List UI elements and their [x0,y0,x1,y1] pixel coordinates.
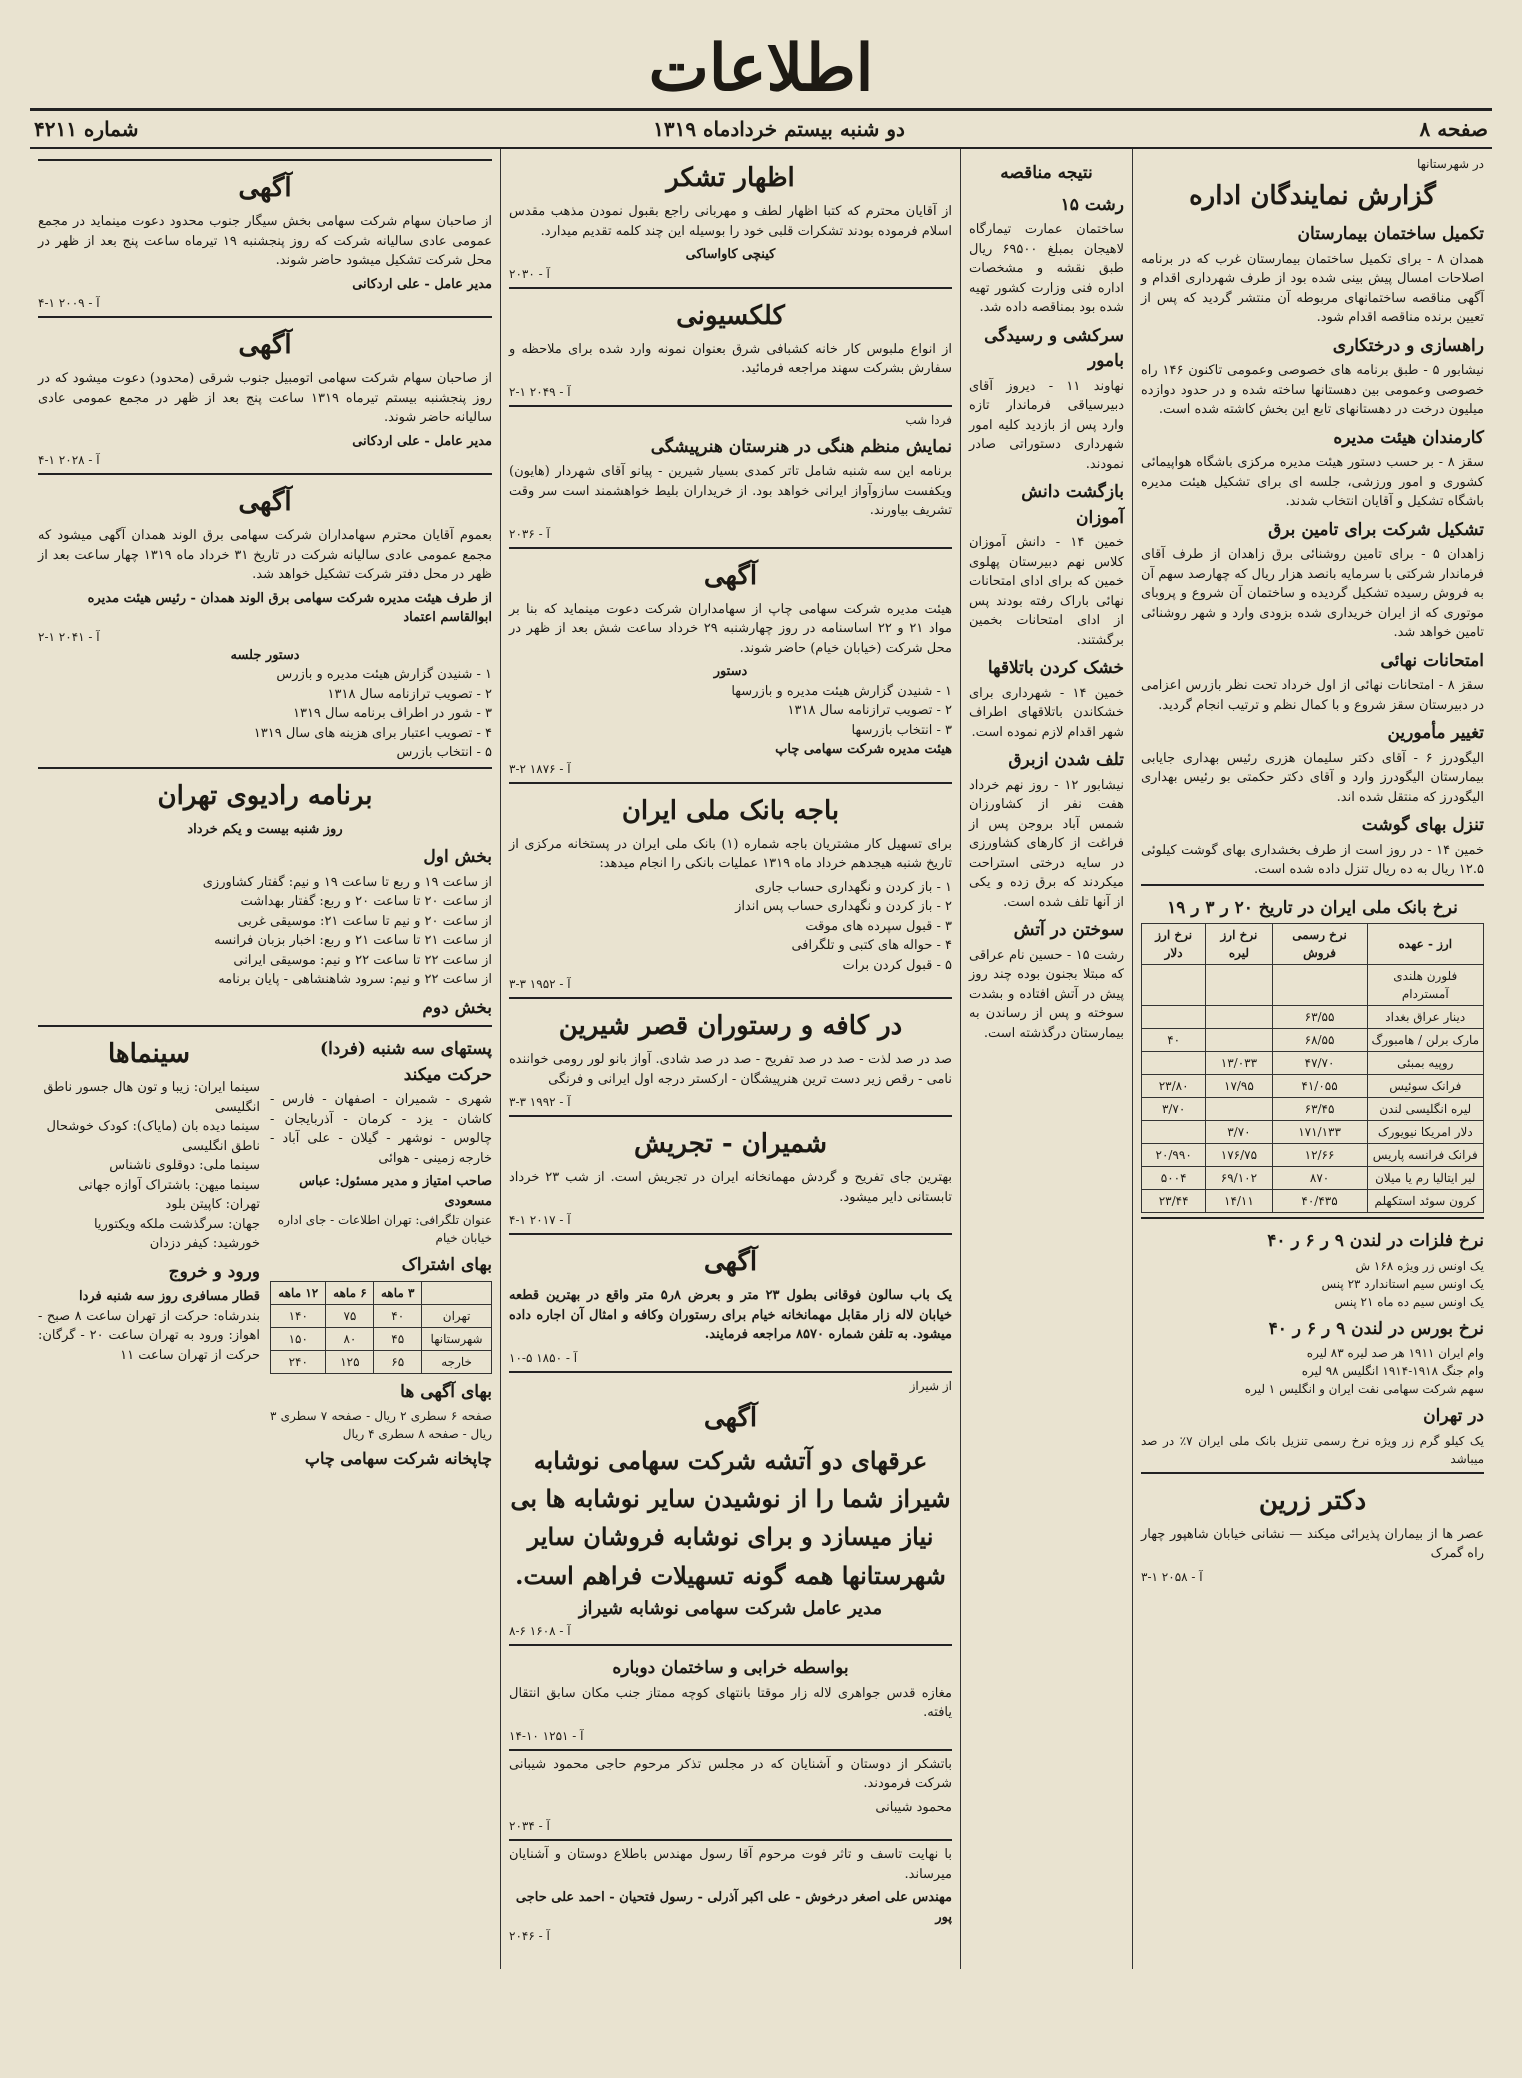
agenda-item: ۱ - شنیدن گزارش هیئت مدیره و بازرسها [731,683,952,699]
shareholder-notice [38,316,492,469]
subs-title: بهای اشتراک [401,1255,492,1275]
shemiran-title: شمیران - تجریش [634,1129,827,1159]
thanks-sign: کینچی کاواساکی [685,247,776,262]
metals-block [1141,1217,1484,1468]
notice-sign: هیئت مدیره شرکت سهامی چاپ [775,742,952,757]
rates-cell: ۱۷۶/۷۵ [1206,1144,1272,1167]
rent-ad [509,1233,952,1367]
subs-cell: ۱۴۰ [271,1304,326,1327]
notice-ref: آ - ۲۰۰۹ ۱-۴ [38,296,100,310]
section-label: در شهرستانها [1416,157,1484,171]
address: عنوان تلگرافی: تهران اطلاعات - جای اداره خیابان خیام [277,1213,492,1245]
radio-line: از ساعت ۲۲ و نیم: سرود شاهنشاهی - پایان برنامه [218,972,492,987]
rates-cell [1206,1029,1272,1052]
show-ref: آ - ۲۰۳۶ [509,526,550,541]
ruin-ad [509,1644,952,1745]
tender-title: نتیجه مناقصه [1000,163,1093,183]
notice-text: از صاحبان سهام شرکت سهامی اتومبیل جنوب شرقی (محدود) دعوت میشود که در روز پنجشنبه بیستم تیرماه ۱۳۱۹ ساعت پنج بعد از ظهر در مجمع عمومی عادی سالیانه حاضر شوند. [38,371,492,425]
subs-header: ۱۲ ماهه [271,1281,326,1304]
shiraz-ad [509,1371,952,1641]
table-row [1142,1006,1484,1029]
metal-line: یک اونس زر ویژه ۱۶۸ ش [1355,1258,1484,1273]
cinema-line: تهران: کاپیتن بلود [165,1197,260,1212]
table-row [1142,965,1484,1006]
agenda-item: ۳ - شور در اطراف برنامه سال ۱۳۱۹ [292,706,492,721]
rates-cell: روپیه بمبئی [1367,1052,1483,1075]
cafe-ref: آ - ۱۹۹۲ ۳-۳ [509,1095,571,1109]
page-number: صفحه ۸ [1419,117,1488,141]
bank-item: ۴ - حواله های کتبی و تلگرافی [791,938,952,953]
tehran-text: یک کیلو گرم زر ویژه نرخ رسمی تنزیل بانک ملی ایران ۷٪ در صد میباشد [1141,1433,1485,1466]
rates-cell: ۴۰/۴۳۵ [1272,1190,1367,1213]
notice-sign: از طرف هیئت مدیره شرکت سهامی برق الوند همدان - رئیس هیئت مدیره ابوالقاسم اعتماد [87,590,492,625]
cinema-line: سینما دیده بان (مایاک): کودک خوشحال ناطق انگلیسی [46,1119,260,1154]
rates-cell: ۶۳/۴۵ [1272,1098,1367,1121]
rates-header: نرخ ارز لیره [1206,924,1272,965]
radio-part2: بخش دوم [422,997,492,1018]
bank-items [509,878,952,976]
subs-header: ۶ ماهه [326,1281,374,1304]
bank-text: برای تسهیل کار مشتریان باجه شماره (۱) بانک ملی ایران در پستخانه مرکزی از تاریخ شنبه هیجدهم خرداد ماه ۱۳۱۹ عملیات بانکی را انجام میدهد: [509,836,952,871]
rates-cell: ۱۷۱/۱۳۳ [1272,1121,1367,1144]
collection-title: کلکسیونی [676,300,785,331]
rent-ref: آ - ۱۸۵۰ ۵-۱۰ [509,1350,578,1365]
agenda3-title: دستور جلسه [230,647,300,663]
tender-headline: سوختن در آتش [1013,920,1124,940]
rates-header: ارز - عهده [1367,924,1483,965]
death-text: با نهایت تاسف و تاثر فوت مرحوم آقا رسول مهندس باطلاع دوستان و آشنایان میرساند. [509,1847,952,1882]
columns [30,149,1492,1969]
metal-line: یک اونس سیم ده ماه ۲۱ پنس [1334,1294,1484,1309]
rates-cell: کرون سوئد استکهلم [1367,1190,1483,1213]
ruin-title: بواسطه خرابی و ساختمان دوباره [612,1658,849,1679]
rates-title: نرخ بانک ملی ایران در تاریخ ۲۰ ر ۳ ر ۱۹ [1167,897,1458,918]
tender-body: رشت ۱۵ - حسین نام عراقی که مبتلا بجنون بوده چند روز پیش در آتش افتاده و بشدت سوخته و پس از رساندن به بیمارستان درگذشته است. [969,947,1124,1041]
column-tenders [960,149,1132,1969]
bank-item: ۵ - قبول کردن برات [842,957,952,973]
rates-cell: فرانک سوئیس [1367,1075,1483,1098]
rates-cell: لیره انگلیسی لندن [1367,1098,1483,1121]
condolence-ad [509,1749,952,1836]
notice-ref: آ - ۲۰۲۸ ۱-۴ [38,453,100,467]
table-row [271,1304,492,1327]
bourse-list [1141,1344,1484,1398]
ads-text: صفحه ۶ سطری ۲ ریال - صفحه ۷ سطری ۳ ریال - صفحه ۸ سطری ۴ ریال [270,1409,493,1441]
bank-title: باجه بانک ملی ایران [621,795,840,826]
shiraz-sign: مدیر عامل شرکت سهامی نوشابه شیراز [578,1598,883,1620]
cinema-block [38,1031,260,1471]
cafe-ad [509,997,952,1111]
rates-cell [1142,1052,1206,1075]
show-ad [509,405,952,543]
bank-item: ۳ - قبول سپرده های موقت [805,918,952,934]
death-sign: مهندس علی اصغر درخوش - علی اکبر آذرلی - رسول فتحیان - احمد علی حاجی پور [515,1890,952,1925]
notice-text: هیئت مدیره شرکت سهامی چاپ از سهامداران شرکت دعوت مینماید که بنا بر مواد ۲۱ و ۲۲ اساسنامه در روز چهارشنبه ۲۹ خرداد ساعت شش بعد از ظهر در محل شرکت (خیابان خیام) حاضر شوند. [509,601,952,656]
shemiran-ref: آ - ۲۰۱۷ ۱-۴ [509,1213,571,1227]
death-ref: آ - ۲۰۴۶ [509,1929,550,1944]
metals-list [1141,1257,1484,1311]
tender-headline: تلف شدن ازبرق [1008,750,1124,770]
agenda-item: ۲ - تصویب ترازنامه سال ۱۳۱۸ [787,703,952,718]
rates-cell: ۱۳/۰۳۳ [1206,1052,1272,1075]
travel-block [270,1031,492,1471]
travel-title: پستهای سه شنبه (فردا) حرکت میکند [320,1039,492,1085]
tender-body: خمین ۱۴ - شهرداری برای خشکاندن باتلاقهای اطراف شهر اقدام لازم نموده است. [969,685,1124,740]
arrival-title: ورود و خروج [168,1261,260,1282]
tender-headline: سرکشی و رسیدگی بامور [984,325,1124,371]
show-sub: فردا شب [905,412,952,427]
rates-cell: ۶۳/۵۵ [1272,1006,1367,1029]
rates-block [1141,884,1484,1214]
radio-title: برنامه رادیوی تهران [157,780,373,811]
column-notices [30,149,500,1969]
tender-body: نیشابور ۱۲ - روز نهم خرداد هفت نفر از کشاورزان شمس آباد بروجن پس از فراغت از کارهای کشاورزی در سایه درختی استراحت میکردند که برق زده و یکی از آنها تلف شده است. [969,777,1125,910]
table-row [271,1350,492,1373]
news-body: سقز ۸ - امتحانات نهائی از اول خرداد تحت نظر بازرس اعزامی در دبیرستان سقز شروع و با کمال نظم و ترتیب انجام گردید. [1141,678,1484,713]
rates-cell [1142,965,1206,1006]
subs-cell: ۸۰ [326,1327,374,1350]
radio-program [38,767,492,1022]
notice-sign: مدیر عامل - علی اردکانی [352,276,492,292]
shemiran-text: بهترین جای تفریح و گردش مهمانخانه ایران در تجریش است. از شب ۲۳ خرداد تابستانی دایر میشود. [509,1170,952,1205]
notice-title: آگهی [703,560,758,591]
tender-headline: رشت ۱۵ [1060,194,1124,215]
rates-cell: ۸۷۰ [1272,1167,1367,1190]
news-body: خمین ۱۴ - در روز است از طرف بخشداری بهای گوشت کیلوئی ۱۲.۵ ریال به ده ریال تنزل داده شده است. [1141,842,1484,877]
subs-cell: شهرستانها [422,1327,492,1350]
condolence-text: باتشکر از دوستان و آشنایان که در مجلس تذکر مرحوم حاجی محمود شیبانی شرکت فرمودند. [509,1756,952,1792]
subs-cell: ۱۵۰ [271,1327,326,1350]
owner: صاحب امتیاز و مدیر مسئول: عباس مسعودی [299,1174,492,1209]
rates-cell: ۲۰/۹۹۰ [1142,1144,1206,1167]
shareholder-notice [38,159,492,312]
cinema-line: سینما ملی: دوقلوی ناشناس [109,1158,260,1173]
cinema-line: سینما میهن: باشتراک آوازه جهانی [78,1177,260,1193]
tender-body: خمین ۱۴ - دانش آموزان کلاس نهم دبیرستان پهلوی خمین که برای ادای امتحانات نهائی باراک رفته بودند پس از ادای امتحانات بخمین برگشتند. [969,535,1124,648]
lower-notices [38,1025,492,1471]
print-notice [509,547,952,778]
printer: چاپخانه شرکت سهامی چاپ [304,1449,492,1468]
bank-item: ۱ - باز کردن و نگهداری حساب جاری [754,879,952,895]
metal-line: یک اونس سیم استاندارد ۲۳ پنس [1321,1276,1484,1291]
rates-cell: ۱۷/۹۵ [1206,1075,1272,1098]
subs-cell: ۶۵ [374,1350,422,1373]
table-row [1142,1029,1484,1052]
table-row [1142,1121,1484,1144]
rates-cell [1206,1098,1272,1121]
tender-items [969,193,1124,1044]
news-headline: تغییر مأمورین [1387,723,1484,743]
column-provinces [1132,149,1492,1969]
news-headline: تکمیل ساختمان بیمارستان [1297,224,1484,244]
newspaper-page [30,30,1492,2018]
cinema-title: سینماها [107,1039,191,1069]
ruin-text: مغازه قدس جواهری لاله زار موقتا بانتهای کوچه ممتاز جنب مکان سابق انتقال یافته. [509,1685,952,1721]
ads-title: بهای آگهی ها [400,1381,492,1402]
issue-date: دو شنبه بیستم خردادماه ۱۳۱۹ [653,117,905,141]
bourse-line: سهم شرکت سهامی نفت ایران و انگلیس ۱ لیره [1244,1382,1484,1396]
table-row [1142,1052,1484,1075]
thanks-text: از آقایان محترم که کتبا اظهار لطف و مهربانی راجع بقبول نمودن مذهب مقدس اسلام فرموده بودند تشکرات قلبی خود را بوسیله این چند کلمه تقدیم میدارد. [509,204,952,239]
news-body: نیشابور ۵ - طبق برنامه های خصوصی وعمومی تاکنون ۱۴۶ راه خصوصی وعمومی بین دهستانها ساخته شده و در حدود دوازده میلیون درخت در دهستانهای تابع این بخش کاشته شده است. [1141,363,1485,417]
doctor-title: دکتر زرین [1258,1485,1367,1516]
agenda-title: دستور [713,664,748,679]
rates-cell: ۲۳/۴۴ [1142,1190,1206,1213]
dateline [30,111,1492,149]
provinces-items [1141,222,1484,880]
shiraz-ref: آ - ۱۶۰۸ ۶-۸ [509,1624,571,1639]
rates-cell: ۳/۷۰ [1142,1098,1206,1121]
show-title: نمایش منظم هنگی در هنرستان هنرپیشگی [650,436,952,457]
cinema-lines [38,1078,260,1254]
cinema-line: سینما ایران: زیبا و تون هال جسور ناطق انگلیسی [43,1080,260,1115]
masthead: اطلاعات [648,31,874,106]
rates-cell: ۴۱/۰۵۵ [1272,1075,1367,1098]
rates-cell: فرانک فرانسه پاریس [1367,1144,1483,1167]
radio-lines [38,873,492,990]
radio-sub: روز شنبه بیست و یکم خرداد [187,821,343,837]
rates-cell: ۴۰ [1142,1029,1206,1052]
agenda-item: ۴ - تصویب اعتبار برای هزینه های سال ۱۳۱۹ [253,725,492,741]
travel-text: شهری - شمیران - اصفهان - فارس - کاشان - یزد - کرمان - آذربایجان - چالوس - نوشهر - گیلان - علی آباد - خارجه زمینی - هوائی [270,1092,492,1166]
subs-cell: ۱۲۵ [326,1350,374,1373]
rates-table [1141,923,1484,1213]
agenda-item: ۳ - انتخاب بازرسها [851,722,952,738]
table-row [1142,1144,1484,1167]
arrival-text: بندرشاه: حرکت از تهران ساعت ۸ صبح - اهواز: ورود به تهران ساعت ۲۰ - گرگان: حرکت از تهران ساعت ۱۱ [38,1308,261,1363]
condolence-sign: محمود شیبانی [875,1799,952,1815]
rates-cell: ۲۳/۸۰ [1142,1075,1206,1098]
subs-table [270,1281,492,1374]
metals-title: نرخ فلزات در لندن ۹ ر ۶ ر ۴۰ [1267,1231,1484,1251]
provinces-title: گزارش نمایندگان اداره [1189,181,1436,211]
news-headline: تشکیل شرکت برای تامین برق [1268,519,1484,540]
agenda-item: ۲ - تصویب ترازنامه سال ۱۳۱۸ [327,686,492,702]
cinema-line: جهان: سرگذشت ملکه ویکتوریا [93,1216,260,1232]
rates-cell [1206,965,1272,1006]
rates-cell: ۱۴/۱۱ [1206,1190,1272,1213]
tehran-title: در تهران [1423,1406,1484,1426]
rates-cell: دلار امریکا نیویورک [1367,1121,1483,1144]
shiraz-text: عرقهای دو آتشه شرکت سهامی نوشابه شیراز شما را از نوشیدن سایر نوشابه ها بی نیاز میسازد و برای نوشابه فروشان سایر شهرستانها همه گونه تسهیلات فراهم است. [510,1445,951,1590]
bank-ad [509,782,952,994]
rates-cell: ۶۹/۱۰۲ [1206,1167,1272,1190]
shiraz-from: از شیراز [909,1378,952,1393]
rates-header: نرخ ارز دلار [1142,924,1206,965]
tender-body: ساختمان عمارت تیمارگاه لاهیجان بمبلغ ۶۹۵۰۰ ریال طبق نقشه و مشخصات اداره فنی وزارت کشور تهیه شده بود بمناقصه داده شد. [969,222,1124,315]
shareholder-notice [38,473,492,646]
notice-text: از صاحبان سهام شرکت سهامی بخش سیگار جنوب محدود دعوت مینماید در مجمع عمومی عادی سالیانه شرکت که روز پنجشنبه ۱۹ تیرماه ساعت پنج بعد از ظهر در محل شرکت تشکیل میشود حاضر شوند. [38,214,492,268]
agenda-list [509,682,952,741]
rates-cell: دینار عراق بغداد [1367,1006,1483,1029]
subs-cell: ۴۰ [374,1304,422,1327]
news-headline: امتحانات نهائی [1380,650,1484,671]
cinema-line: خورشید: کیفر دزدان [149,1236,260,1251]
rates-cell: فلورن هلندی آمستردام [1367,965,1483,1006]
show-text: برنامه این سه شنبه شامل تاتر کمدی بسیار شیرین - پیانو آقای شهردار (هایون) ویکفست سازوآواز ایرانی خواهد بود. از خریداران بلیط خواهشمند است سر وقت تشریف بیاورند. [509,464,952,518]
doctor-ref: آ - ۲۰۵۸ ۱-۳ [1141,1569,1203,1584]
collection-ref: آ - ۲۰۴۹ ۱-۲ [509,384,571,399]
rates-cell: ۵۰۰۴ [1142,1167,1206,1190]
shemiran-ad [509,1115,952,1229]
collection-ad [509,287,952,401]
subs-cell: ۷۵ [326,1304,374,1327]
ruin-ref: آ - ۱۲۵۱ ۱۰-۱۴ [509,1728,584,1743]
subs-cell: تهران [422,1304,492,1327]
rent-text: یک باب سالون فوقانی بطول ۲۳ متر و بعرض ۸ر۵ متر واقع در بهترین قطعه خیابان لاله زار مقابل مهمانخانه خیام برای رستوران وکافه و امثال آن اجاره داده میشود. به تلفن شماره ۸۵۷۰ مراجعه فرمایند. [509,1288,952,1342]
news-body: سقز ۸ - بر حسب دستور هیئت مدیره مرکزی باشگاه هواپیمائی کشوری و امور ورزشی، جلسه ای برای تشکیل هیئت مدیره باشگاه تشکیل و آقایان انتخاب شدند. [1141,455,1484,509]
tender-headline: خشک کردن باتلاقها [987,658,1124,678]
rates-cell [1272,965,1367,1006]
subs-cell: ۴۵ [374,1327,422,1350]
issue-number: شماره ۴۲۱۱ [34,117,139,141]
notice-ref: آ - ۱۸۷۶ ۲-۳ [509,761,571,776]
notices-list [38,159,492,646]
column-ads-center [500,149,960,1969]
subs-header: ۳ ماهه [374,1281,422,1304]
bank-ref: آ - ۱۹۵۲ ۳-۳ [509,977,571,991]
news-headline: راهسازی و درختکاری [1332,335,1484,356]
notice-ref: آ - ۲۰۴۱ ۱-۲ [38,629,100,644]
thanks-title: اظهار تشکر [666,163,795,193]
table-row [1142,1167,1484,1190]
agenda-item: ۵ - انتخاب بازرس [396,745,492,760]
bourse-line: وام جنگ ۱۹۱۸-۱۹۱۴ انگلیس ۹۸ لیره [1301,1364,1484,1378]
radio-line: از ساعت ۲۲ تا ساعت ۲۲ و نیم: موسیقی ایرانی [233,952,492,968]
cafe-title: در کافه و رستوران قصر شیرین [558,1011,903,1041]
news-body: زاهدان ۵ - برای تامین روشنائی برق زاهدان از طرف آقای فرماندار شرکتی با سرمایه بانصد هزار ریال که چهارصد سهم آن به فروش رسیده تشکیل گردیده و ساختمان آن شروع و پروبای موتوری که از ایران خریداری شده بزودی وارد و شهر روشنائی تامین خواهد شد. [1141,547,1484,640]
table-row [1142,1098,1484,1121]
notice-sign: مدیر عامل - علی اردکانی [352,433,492,449]
radio-line: از ساعت ۲۰ و نیم تا ساعت ۲۱: موسیقی غربی [237,913,492,929]
rates-cell [1142,1006,1206,1029]
arrival-sub: قطار مسافری روز سه شنبه فردا [78,1289,260,1304]
cafe-text: صد در صد لذت - صد در صد تفریح - صد در صد شادی. آواز بانو لور رومی خواننده نامی - رقص زیر دست ترین هنرپیشگان - ارکستر درجه اول ایرانی و فرنگی [509,1052,952,1087]
rates-cell [1142,1121,1206,1144]
rates-cell: لیر ایتالیا رم یا میلان [1367,1167,1483,1190]
news-headline: تنزل بهای گوشت [1361,815,1484,835]
notice-title: آگهی [238,330,292,360]
rates-cell: مارک برلن / هامبورگ [1367,1029,1483,1052]
subs-header [422,1281,492,1304]
radio-line: از ساعت ۲۱ تا ساعت ۲۱ و ربع: اخبار بزبان فرانسه [214,933,492,948]
condolence-ref: آ - ۲۰۳۴ [509,1819,550,1834]
radio-part1: بخش اول [423,847,492,867]
rates-header: نرخ رسمی فروش [1272,924,1367,965]
rent-title: آگهی [703,1247,758,1277]
bourse-line: وام ایران ۱۹۱۱ هر صد لیره ۸۳ لیره [1306,1346,1484,1360]
tender-headline: بازگشت دانش آموزان [1021,482,1124,528]
rates-cell [1206,1006,1272,1029]
news-headline: کارمندان هیئت مدیره [1333,427,1484,448]
notice-text: بعموم آقایان محترم سهامداران شرکت سهامی برق الوند همدان آگهی میشود که مجمع عمومی عادی سالیانه شرکت در تاریخ ۳۱ خرداد ماه ۱۳۱۹ چهار ساعت بعد از ظهر در محل دفتر شرکت تشکیل خواهد شد. [38,528,492,582]
news-body: الیگودرز ۶ - آقای دکتر سلیمان هزری رئیس بهداری جایابی بیمارستان الیگودرز وارد و آقای دکتر حکمتی بو رئیس بهداری الیگودرز که منتقل شده اند. [1141,750,1484,805]
rates-cell: ۱۲/۶۶ [1272,1144,1367,1167]
notice-title: آگهی [238,173,292,203]
doctor-text: عصر ها از بیماران پذیرائی میکند — نشانی خیابان شاهپور چهار راه گمرک [1141,1526,1484,1561]
agenda-item: ۱ - شنیدن گزارش هیئت مدیره و بازرس [276,667,492,682]
subs-cell: خارجه [422,1350,492,1373]
collection-text: از انواع ملبوس کار خانه کشبافی شرق بعنوان نمونه وارد شده برای ملاحظه و سفارش بشرکت سهند مراجعه فرمائید. [509,341,952,376]
death-ad [509,1839,952,1945]
doctor-ad [1141,1472,1484,1586]
table-row [271,1327,492,1350]
notice-title: آگهی [238,487,292,517]
shiraz-title: آگهی [703,1402,758,1433]
agenda3-list [38,665,492,763]
radio-line: از ساعت ۱۹ و ربع تا ساعت ۱۹ و نیم: گفتار کشاورزی [202,874,492,890]
rates-cell: ۶۸/۵۵ [1272,1029,1367,1052]
thanks-ref: آ - ۲۰۳۰ [509,266,550,281]
table-row [1142,1190,1484,1213]
news-body: همدان ۸ - برای تکمیل ساختمان بیمارستان غرب که در برنامه اصلاحات امسال پیش بینی شده بود از طرف شهرداری اقدام و آگهی مناقصه ساختمانهای مربوطه آن منتشر گردید که پس از تعیین برنده مناقصه اقدام شود. [1141,251,1484,325]
bank-item: ۲ - باز کردن و نگهداری حساب پس انداز [735,899,952,914]
rates-cell: ۳/۷۰ [1206,1121,1272,1144]
subs-cell: ۲۴۰ [271,1350,326,1373]
table-row [1142,1075,1484,1098]
radio-line: از ساعت ۲۰ تا ساعت ۲۰ و ربع: گفتار بهداشت [240,894,492,909]
tender-body: نهاوند ۱۱ - دیروز آقای دبیرسیاقی فرماندار تازه وارد پس از بازدید کلیه امور شهرداری دستوراتی صادر نمودند. [969,378,1124,472]
bourse-title: نرخ بورس در لندن ۹ ر ۶ ر ۴۰ [1268,1318,1484,1339]
rates-cell: ۴۷/۷۰ [1272,1052,1367,1075]
